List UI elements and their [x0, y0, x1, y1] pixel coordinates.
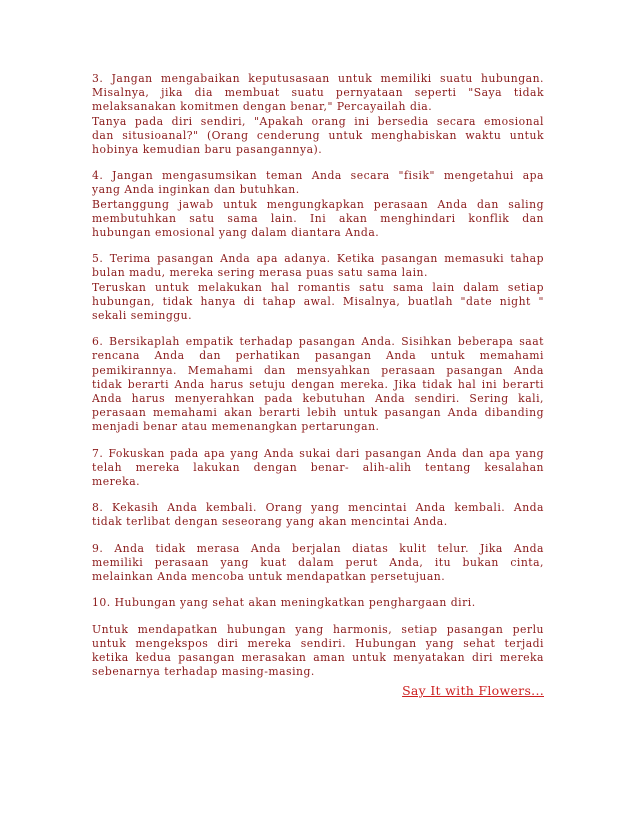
text-line: tidak berarti Anda harus setuju dengan mereka. Jika tidak hal ini berarti	[92, 377, 544, 391]
paragraph-6	[92, 501, 544, 529]
text-line: Bertanggung jawab untuk mengungkapkan perasaan Anda dan saling	[92, 197, 544, 211]
text-line: sebenarnya terhadap masing-masing.	[92, 665, 315, 679]
paragraph-1	[92, 72, 544, 157]
paragraph-2	[92, 169, 544, 240]
text-line: 6. Bersikaplah empatik terhadap pasangan Anda. Sisihkan beberapa saat	[92, 335, 544, 349]
text-line: 9. Anda tidak merasa Anda berjalan diatas kulit telur. Jika Anda	[92, 541, 544, 555]
text-line: yang Anda inginkan dan butuhkan.	[92, 183, 300, 197]
text-line: sekali seminggu.	[92, 309, 193, 323]
paragraph-8	[92, 596, 544, 610]
text-line: tidak terlibat dengan seseorang yang akan mencintai Anda.	[92, 515, 448, 529]
text-line: membutuhkan satu sama lain. Ini akan menghindari konflik dan	[92, 211, 544, 225]
text-line: melaksanakan komitmen dengan benar," Percayailah dia.	[92, 100, 433, 114]
text-line: pemikirannya. Memahami dan mensyahkan perasaan pasangan Anda	[92, 363, 544, 377]
paragraph-3	[92, 252, 544, 323]
text-line: rencana Anda dan perhatikan pasangan Anda untuk memahami	[92, 349, 544, 363]
say-it-with-flowers-link[interactable]: Say It with Flowers...	[402, 683, 544, 698]
paragraph-9	[92, 623, 544, 680]
text-line: hubungan, tidak hanya di tahap awal. Misalnya, buatlah "date night "	[92, 294, 544, 308]
text-line: 10. Hubungan yang sehat akan meningkatkan penghargaan diri.	[92, 596, 476, 610]
text-line: dan situsioanal?" (Orang cenderung untuk menghabiskan waktu untuk	[92, 128, 544, 142]
text-line: melainkan Anda mencoba untuk mendapatkan persetujuan.	[92, 570, 446, 584]
text-line: Misalnya, jika dia membuat suatu pernyataan seperti "Saya tidak	[92, 86, 544, 100]
paragraph-4	[92, 335, 544, 434]
text-line: Untuk mendapatkan hubungan yang harmonis, setiap pasangan perlu	[92, 622, 544, 636]
document-body	[92, 72, 544, 691]
text-line: untuk mengekspos diri mereka sendiri. Hubungan yang sehat terjadi	[92, 636, 544, 650]
text-line: perasaan memahami akan berarti lebih untuk pasangan Anda dibanding	[92, 406, 544, 420]
text-line: menjadi benar atau memenangkan pertarungan.	[92, 420, 380, 434]
text-line: 4. Jangan mengasumsikan teman Anda secara "fisik" mengetahui apa	[92, 169, 544, 183]
text-line: 5. Terima pasangan Anda apa adanya. Ketika pasangan memasuki tahap	[92, 252, 544, 266]
text-line: 8. Kekasih Anda kembali. Orang yang mencintai Anda kembali. Anda	[92, 501, 544, 515]
paragraph-7	[92, 542, 544, 585]
text-line: Tanya pada diri sendiri, "Apakah orang ini bersedia secara emosional	[92, 114, 544, 128]
text-line: Teruskan untuk melakukan hal romantis satu sama lain dalam setiap	[92, 280, 544, 294]
text-line: memiliki perasaan yang kuat dalam perut Anda, itu bukan cinta,	[92, 555, 544, 569]
text-line: telah mereka lakukan dengan benar- alih-alih tentang kesalahan	[92, 460, 544, 474]
text-line: hubungan emosional yang dalam diantara Anda.	[92, 226, 380, 240]
paragraph-5	[92, 447, 544, 490]
text-line: 3. Jangan mengabaikan keputusasaan untuk memiliki suatu hubungan.	[92, 72, 544, 85]
text-line: ketika kedua pasangan merasakan aman untuk menyatakan diri mereka	[92, 650, 544, 664]
text-line: bulan madu, mereka sering merasa puas satu sama lain.	[92, 266, 428, 280]
text-line: hobinya kemudian baru pasangannya).	[92, 143, 323, 157]
text-line: mereka.	[92, 475, 141, 489]
text-line: 7. Fokuskan pada apa yang Anda sukai dari pasangan Anda dan apa yang	[92, 446, 544, 460]
text-line: Anda harus menyerahkan pada kebutuhan Anda sendiri. Sering kali,	[92, 392, 544, 406]
